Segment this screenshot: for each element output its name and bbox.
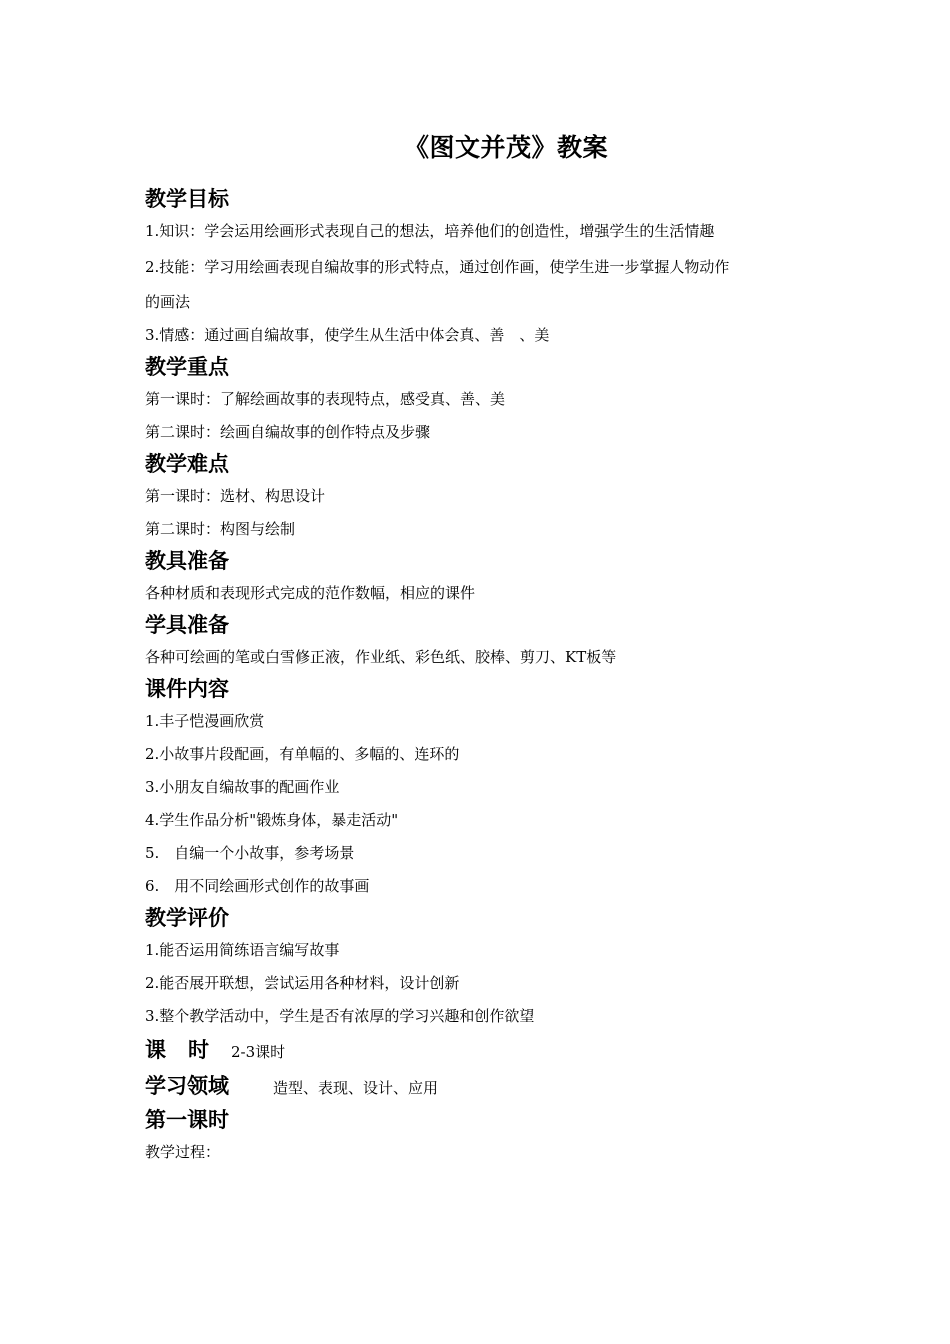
heading-key-points: 教学重点 — [145, 355, 229, 379]
heading-courseware: 课件内容 — [145, 677, 229, 701]
lesson1-item-1: 教学过程： — [145, 1143, 221, 1161]
heading-goals: 教学目标 — [145, 187, 229, 211]
courseware-item-5: 5. 自编一个小故事，参考场景 — [145, 844, 355, 862]
goal-item-3: 3.情感：通过画自编故事，使学生从生活中体会真、善 、美 — [145, 326, 550, 344]
heading-lesson1: 第一课时 — [145, 1108, 229, 1132]
domain-row — [145, 1069, 825, 1105]
key-point-1: 第一课时：了解绘画故事的表现特点，感受真、善、美 — [145, 390, 506, 408]
heading-domain: 学习领域 — [145, 1074, 229, 1098]
document-body — [145, 184, 825, 1169]
evaluation-item-2: 2.能否展开联想，尝试运用各种材料，设计创新 — [145, 974, 460, 992]
student-prep-1: 各种可绘画的笔或白雪修正液，作业纸、彩色纸、胶棒、剪刀、KT板等 — [145, 648, 617, 666]
document-title: 《图文并茂》教案 — [403, 133, 608, 162]
evaluation-item-1: 1.能否运用简练语言编写故事 — [145, 941, 340, 959]
domain-value: 造型、表现、设计、应用 — [273, 1079, 439, 1097]
heading-teacher-prep: 教具准备 — [145, 549, 229, 573]
courseware-item-4: 4.学生作品分析"锻炼身体，暴走活动" — [145, 811, 399, 829]
courseware-item-3: 3.小朋友自编故事的配画作业 — [145, 778, 340, 796]
teacher-prep-1: 各种材质和表现形式完成的范作数幅，相应的课件 — [145, 584, 476, 602]
evaluation-item-3: 3.整个教学活动中，学生是否有浓厚的学习兴趣和创作欲望 — [145, 1007, 535, 1025]
goal-item-2-cont: 的画法 — [145, 293, 191, 311]
heading-evaluation: 教学评价 — [145, 906, 229, 930]
key-point-2: 第二课时：绘画自编故事的创作特点及步骤 — [145, 423, 431, 441]
difficulty-1: 第一课时：选材、构思设计 — [145, 487, 326, 505]
courseware-item-2: 2.小故事片段配画，有单幅的、多幅的、连环的 — [145, 745, 460, 763]
heading-difficulties: 教学难点 — [145, 452, 229, 476]
hours-row — [145, 1033, 825, 1069]
heading-student-prep: 学具准备 — [145, 613, 229, 637]
heading-hours: 课时 — [145, 1038, 231, 1062]
courseware-item-6: 6. 用不同绘画形式创作的故事画 — [145, 877, 370, 895]
difficulty-2: 第二课时：构图与绘制 — [145, 520, 296, 538]
goal-item-2: 2.技能：学习用绘画表现自编故事的形式特点，通过创作画，使学生进一步掌握人物动作 — [145, 258, 730, 276]
hours-value: 2-3课时 — [231, 1043, 286, 1061]
goal-item-1: 1.知识：学会运用绘画形式表现自己的想法，培养他们的创造性，增强学生的生活情趣 — [145, 222, 715, 240]
courseware-item-1: 1.丰子恺漫画欣赏 — [145, 712, 265, 730]
